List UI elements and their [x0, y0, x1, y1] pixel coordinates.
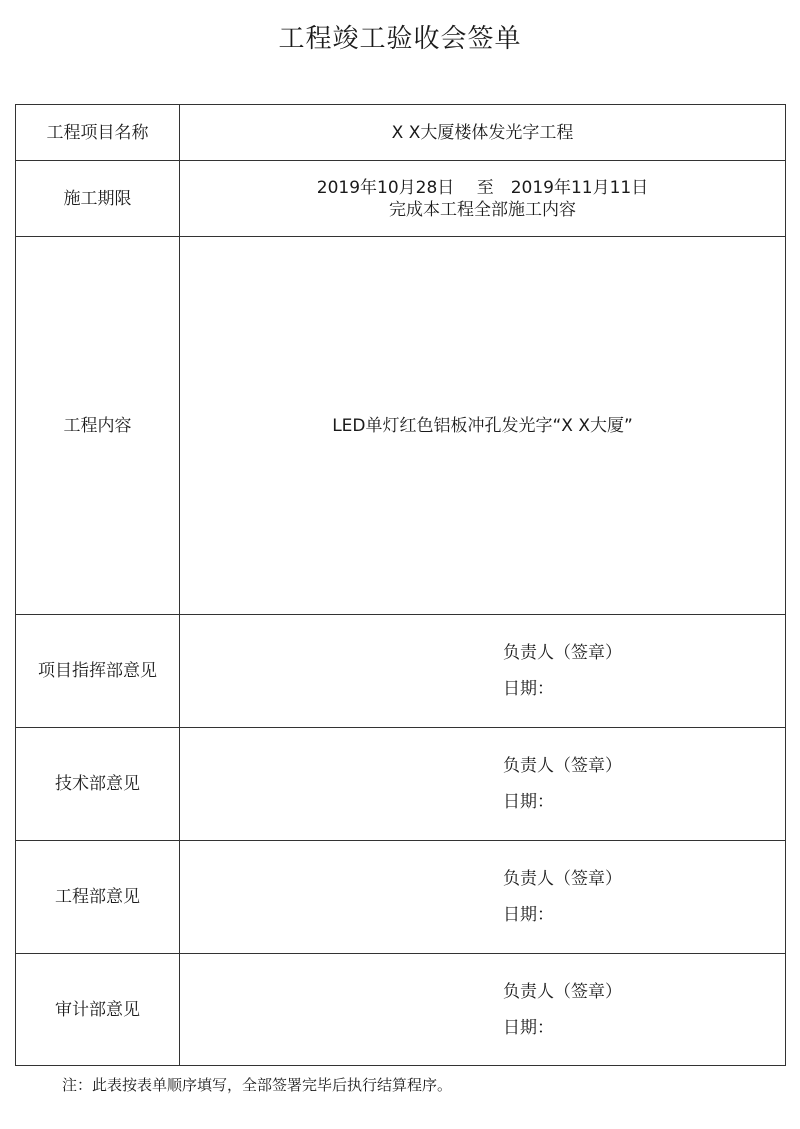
approval-label: 审计部意见	[16, 954, 180, 1066]
footnote: 注：此表按表单顺序填写，全部签署完毕后执行结算程序。	[62, 1076, 453, 1094]
period-label: 施工期限	[16, 161, 180, 237]
project-name-label: 工程项目名称	[16, 105, 180, 161]
row-content	[16, 237, 786, 615]
date-label: 日期：	[503, 1017, 554, 1038]
row-period	[16, 161, 786, 237]
period-dates: 2019年10月28日 至 2019年11月11日	[316, 177, 649, 198]
approval-label: 工程部意见	[16, 841, 180, 954]
approval-label: 项目指挥部意见	[16, 615, 180, 728]
row-approval	[16, 728, 786, 841]
approval-sign-cell[interactable]	[180, 841, 786, 954]
period-value	[180, 161, 786, 237]
document-title: 工程竣工验收会签单	[278, 24, 522, 54]
approval-sign-cell[interactable]	[180, 615, 786, 728]
project-name-value: X X大厦楼体发光字工程	[180, 105, 786, 161]
approval-label: 技术部意见	[16, 728, 180, 841]
row-project-name	[16, 105, 786, 161]
signoff-table	[15, 104, 786, 1066]
signer-label: 负责人（签章）	[503, 981, 622, 1002]
date-label: 日期：	[503, 792, 554, 812]
date-label: 日期：	[503, 679, 554, 699]
date-label: 日期：	[503, 905, 554, 925]
row-approval	[16, 615, 786, 728]
approval-sign-cell[interactable]	[180, 728, 786, 841]
period-scope: 完成本工程全部施工内容	[389, 199, 576, 220]
signer-label: 负责人（签章）	[503, 869, 622, 889]
row-approval	[16, 841, 786, 954]
signer-label: 负责人（签章）	[503, 643, 622, 663]
row-approval	[16, 954, 786, 1066]
approval-sign-cell[interactable]	[180, 954, 786, 1066]
content-value: LED单灯红色铝板冲孔发光字“X X大厦”	[180, 237, 786, 615]
content-label: 工程内容	[16, 237, 180, 615]
signer-label: 负责人（签章）	[503, 756, 622, 776]
